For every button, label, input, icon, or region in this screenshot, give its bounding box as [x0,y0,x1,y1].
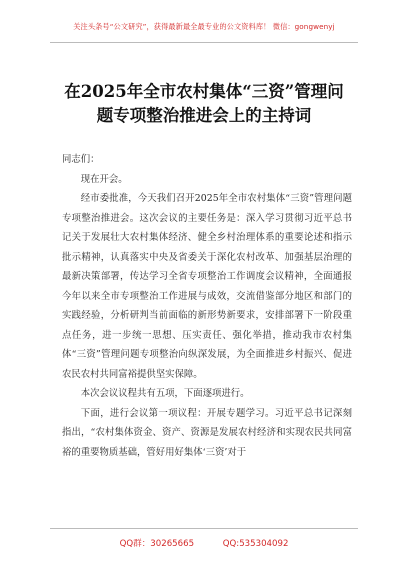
footer-qq-group: QQ群：30265665 [119,539,195,549]
footer-divider [50,528,358,529]
paragraph-first-item: 下面，进行会议第一项议程：开展专题学习。习近平总书记深刻指出，“农村集体资金、资产、资源是发展农村经济和实现农民共同富裕的重要物质基础，管好用好集体‘三资’对于 [62,407,352,458]
header-promo-banner: 关注头条号“公文研究”，获得最新最全最专业的公文资料库！ 微信：gongwenyj [73,22,335,31]
document-title [40,80,368,128]
document-title-line-1: 在2025年全市农村集体“三资”管理问 [64,82,344,101]
footer-contact [0,537,408,549]
paragraph-agenda: 本次会议议程共有五项，下面逐项进行。 [80,388,250,399]
salutation: 同志们： [62,154,100,165]
document-title-line-2: 题专项整治推进会上的主持词 [96,106,312,125]
paragraph-purpose: 经市委批准，今天我们召开2025年全市农村集体“三资”管理问题专项整治推进会。这次会议的主要任务是：深入学习贯彻习近平总书记关于发展壮大农村集体经济、健全乡村治理体系的重要论述和指示批示精神，认真落实中央及省委关于深化农村改革、加强基层治理的最新决策部署，传达学习全省专项整治工作调度会议精神，全面通报今年以来全市专项整治工作进展与成效，交流借鉴部分地区和部门的实践经验，分析研判当前面临的新形势新要求，安排部署下一阶段重点任务，进一步统一思想、压实责任、强化举措，推动我市农村集体“三资”管理问题专项整治向纵深发展，为全面推进乡村振兴、促进农民农村共同富裕提供坚实保障。 [62,193,352,380]
header-divider [50,42,358,43]
paragraph-opening: 现在开会。 [80,173,128,185]
document-body [62,150,352,462]
footer-qq: QQ:535304092 [222,539,289,549]
